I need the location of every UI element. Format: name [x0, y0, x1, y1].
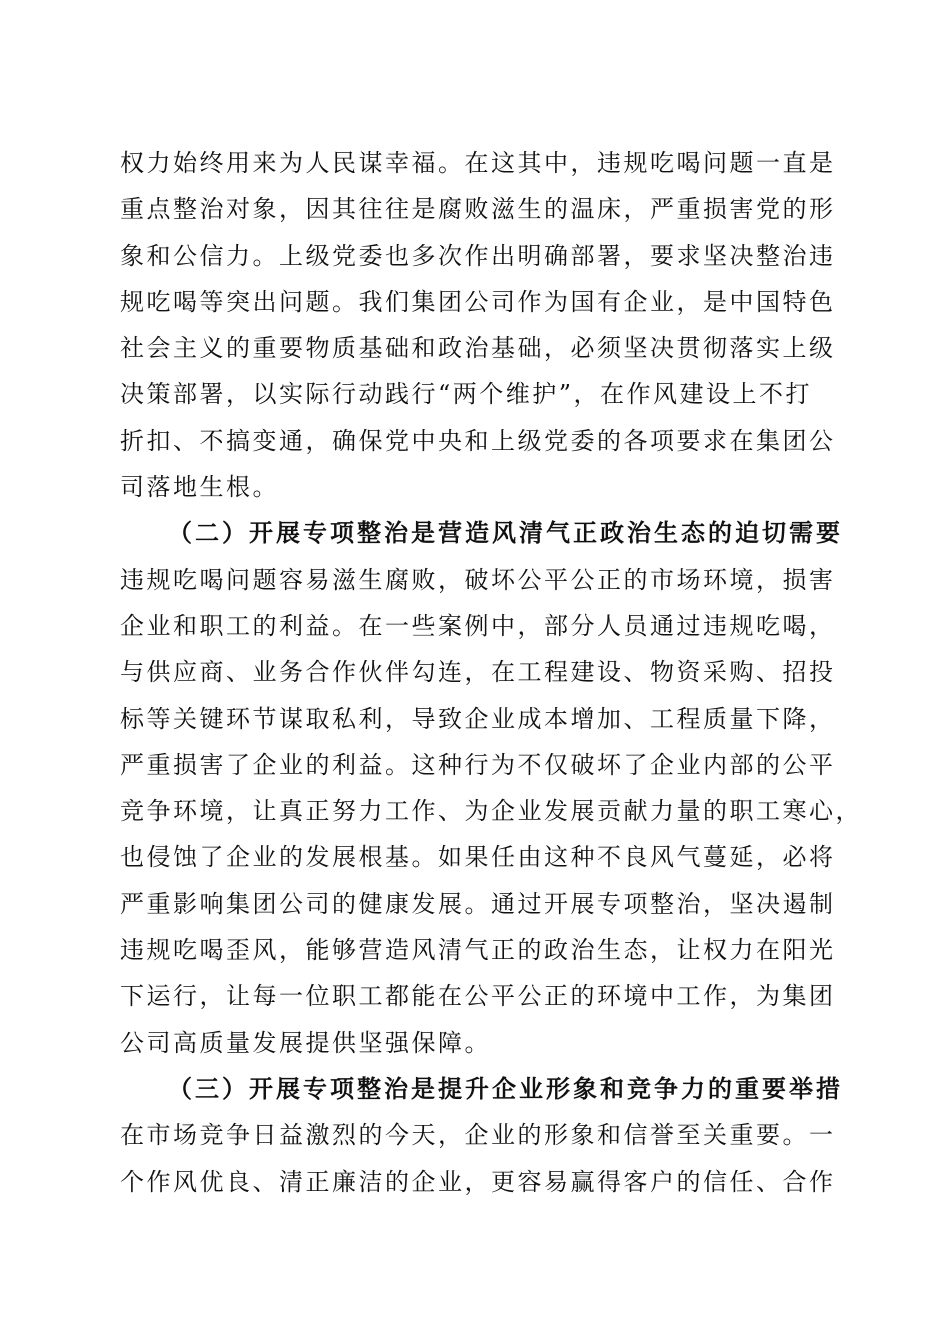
paragraph-line: 决策部署，以实际行动践行“两个维护”，在作风建设上不打 [120, 380, 813, 409]
paragraph-line: 在市场竞争日益激烈的今天，企业的形象和信誉至关重要。一 [120, 1121, 836, 1150]
paragraph-line: 重点整治对象，因其往往是腐败滋生的温床，严重损害党的形 [120, 195, 836, 224]
paragraph-line: 下运行，让每一位职工都能在公平公正的环境中工作，为集团 [120, 982, 836, 1011]
document-body [120, 140, 862, 1205]
paragraph-line: 严重影响集团公司的健康发展。通过开展专项整治，坚决遏制 [120, 889, 836, 918]
paragraph-line: 违规吃喝歪风，能够营造风清气正的政治生态，让权力在阳光 [120, 936, 836, 965]
paragraph-line: 权力始终用来为人民谋幸福。在这其中，违规吃喝问题一直是 [120, 149, 836, 177]
section-heading: （二）开展专项整治是营造风清气正政治生态的迫切需要 [168, 518, 843, 548]
paragraph-line: 司落地生根。 [120, 473, 279, 502]
paragraph-line: 标等关键环节谋取私利，导致企业成本增加、工程质量下降， [120, 704, 836, 733]
paragraph-line: 社会主义的重要物质基础和政治基础，必须坚决贯彻落实上级 [120, 334, 836, 363]
paragraph-line: 个作风优良、清正廉洁的企业，更容易赢得客户的信任、合作 [120, 1167, 836, 1196]
paragraph-line: 严重损害了企业的利益。这种行为不仅破坏了企业内部的公平 [120, 750, 836, 779]
paragraph-line: 折扣、不搞变通，确保党中央和上级党委的各项要求在集团公 [120, 426, 836, 455]
paragraph-line: 企业和职工的利益。在一些案例中，部分人员通过违规吃喝， [120, 611, 836, 640]
paragraph-line: 也侵蚀了企业的发展根基。如果任由这种不良风气蔓延，必将 [120, 843, 836, 872]
paragraph-line: 规吃喝等突出问题。我们集团公司作为国有企业，是中国特色 [120, 287, 836, 316]
section-heading: （三）开展专项整治是提升企业形象和竞争力的重要举措 [168, 1073, 843, 1103]
paragraph-line: 象和公信力。上级党委也多次作出明确部署，要求坚决整治违 [120, 241, 836, 270]
paragraph-line: 竞争环境，让真正努力工作、为企业发展贡献力量的职工寒心， [120, 797, 862, 826]
paragraph-line: 违规吃喝问题容易滋生腐败，破坏公平公正的市场环境，损害 [120, 565, 836, 594]
paragraph-line: 与供应商、业务合作伙伴勾连，在工程建设、物资采购、招投 [120, 658, 836, 687]
paragraph-line: 公司高质量发展提供坚强保障。 [120, 1028, 491, 1057]
